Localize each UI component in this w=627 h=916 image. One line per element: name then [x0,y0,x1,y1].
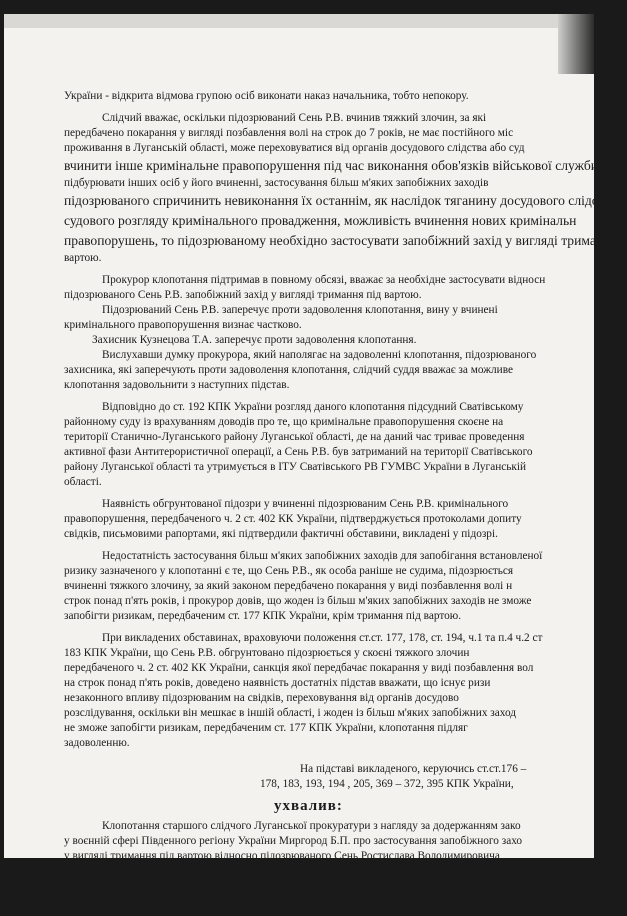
text-line: строк понад п'ять років, і прокурор довів, що жоден із більш м'яких запобіжних заходів не зможе [64,595,532,607]
text-line: проживання в Луганській області, може переховуватися від органів досудового слідства або суд [64,142,525,154]
text-line: у воєнній сфері Південного регіону України Миргород Б.П. про застосування запобіжного захо [64,835,523,847]
text-line: задоволенню. [64,737,130,749]
text-line: незаконного впливу підозрюваним на свідків, переховування від органів досудово [64,692,459,704]
text-line: Слідчий вважає, оскільки підозрюваний Сень Р.В. вчинив тяжкий злочин, за які [102,112,487,124]
text-line: Застосувати щодо підозрюваного Сень Ростислава Володимировича, 26 серпня 19 [102,887,498,899]
text-line: судового розгляду кримінального провадження, можливість вчинення нових кримінальн [64,213,577,228]
text-line: запобігти ризикам, передбаченим ст. 177 КПК України, крім тримання під вартою. [64,610,462,622]
text-line: На підставі викладеного, керуючись ст.ст.176 – [300,763,527,775]
scan-shadow [558,14,594,74]
text-line: Клопотання старшого слідчого Луганської прокуратури з нагляду за додержанням зако [102,820,521,832]
text-line: 183 КПК України, що Сень Р.В. обгрунтовано підозрюється у скоєні тяжкого злочин [64,647,470,659]
text-line: При викладених обставинах, враховуючи положення ст.ст. 177, 178, ст. 194, ч.1 та п.4 ч.2 ст [102,632,543,644]
text-line: району Луганської області та утримується в ІТУ Сватівського РВ ГУМВС України в Луганській [64,461,527,473]
text-line: Захисник Кузнецова Т.А. заперечує проти задоволення клопотання. [92,334,417,346]
text-line: розслідування, оскільки він мешкає в іншій області, і жоден із більш м'яких запобіжних заход [64,707,517,719]
text-line: районному суду із врахуванням доводів про те, що кримінальне правопорушення скоєне на [64,416,504,428]
scan-top-edge [4,14,594,28]
ruling-heading: ухвалив: [274,798,343,814]
document-page [4,14,627,914]
text-line: клопотання задовольнити з наступних підстав. [64,379,290,391]
text-line: не зможе запобігти ризикам, передбаченим ст. 177 КПК України, клопотання підляг [64,722,468,734]
text-line: Відповідно до ст. 192 КПК України розгляд даного клопотання підсудний Сватівському [102,401,524,413]
text-line: активної фази Антитерористичної операції, а Сень Р.В. був затриманий на території Сватівського [64,446,533,458]
text-line: у вигляді тримання під вартою відносно підозрюваного Сень Ростислава Володимировича, [64,850,503,862]
text-line: підозрюваного Сень Р.В. запобіжний захід у вигляді тримання під вартою. [64,289,422,301]
text-line: правопорушення, передбаченого ч. 2 ст. 402 КК України, підтверджується протоколами допиту [64,513,522,525]
text-line: вартою. [64,252,102,264]
text-line: року народження запобіжний захід у вигляді тримання під вартою терміном на два місяці до [64,902,510,914]
text-line: Вислухавши думку прокурора, який наполягає на задоволенні клопотання, підозрюваного [102,349,537,361]
text-line: кримінального правопорушення визнає частково. [64,319,302,331]
text-line: свідків, письмовими рапортами, які підтвердили фактичні обставини, викладені у підозрі. [64,528,498,540]
text-line: ризику зазначеного у клопотанні є те, що Сень Р.В., як особа раніше не судима, підозрюється [64,565,514,577]
text-line: серпня 1993 року народження. [64,865,212,877]
document-body [64,89,627,916]
text-line: передбачено покарання у вигляді позбавлення волі на строк до 7 років, не має постійного міс [64,127,514,139]
text-line: Наявність обгрунтованої підозри у вчиненні підозрюваним Сень Р.В. кримінального [102,498,509,510]
text-line: вчиненні тяжкого злочину, за який законом передбачено покарання у виді позбавлення волі н [64,580,513,592]
text-line: Підозрюваний Сень Р.В. заперечує проти задоволення клопотання, вину у вчинені [102,304,498,316]
text-line: Прокурор клопотання підтримав в повному обсязі, вважає за необхідне застосувати відносн [102,274,546,286]
text-line: підозрюваного спричинить невиконання їх останнім, як наслідок тяганину досудового слідства [64,193,617,208]
text-line: території Станично-Луганського району Луганської області, де на даний час триває проведення [64,431,525,443]
text-line: області. [64,476,102,488]
text-line: вчинити інше кримінальне правопорушення під час виконання обов'язків військової служби [64,158,599,173]
text-line: Недостатність застосування більш м'яких запобіжних заходів для запобігання встановленої [102,550,543,562]
text-line: захисника, які заперечують проти задоволення клопотання, слідчий суддя вважає за можливе [64,364,514,376]
text-line: підбурювати інших осіб у його вчиненні, застосування більш м'яких запобіжних заходів [64,177,489,189]
text-line: України - відкрита відмова групою осіб виконати наказ начальника, тобто непокору. [64,90,469,102]
text-line: правопорушень, то підозрюваному необхідно застосувати запобіжний захід у вигляді тримання п [64,233,627,248]
text-line: передбаченого ч. 2 ст. 402 КК України, санкція якої передбачає покарання у виді позбавлення вол [64,662,534,674]
text-line: на строк понад п'ять років, доведено наявність достатніх підстав вважати, що існує ризи [64,677,491,689]
text-line: 178, 183, 193, 194 , 205, 369 – 372, 395 КПК України, [260,778,514,790]
